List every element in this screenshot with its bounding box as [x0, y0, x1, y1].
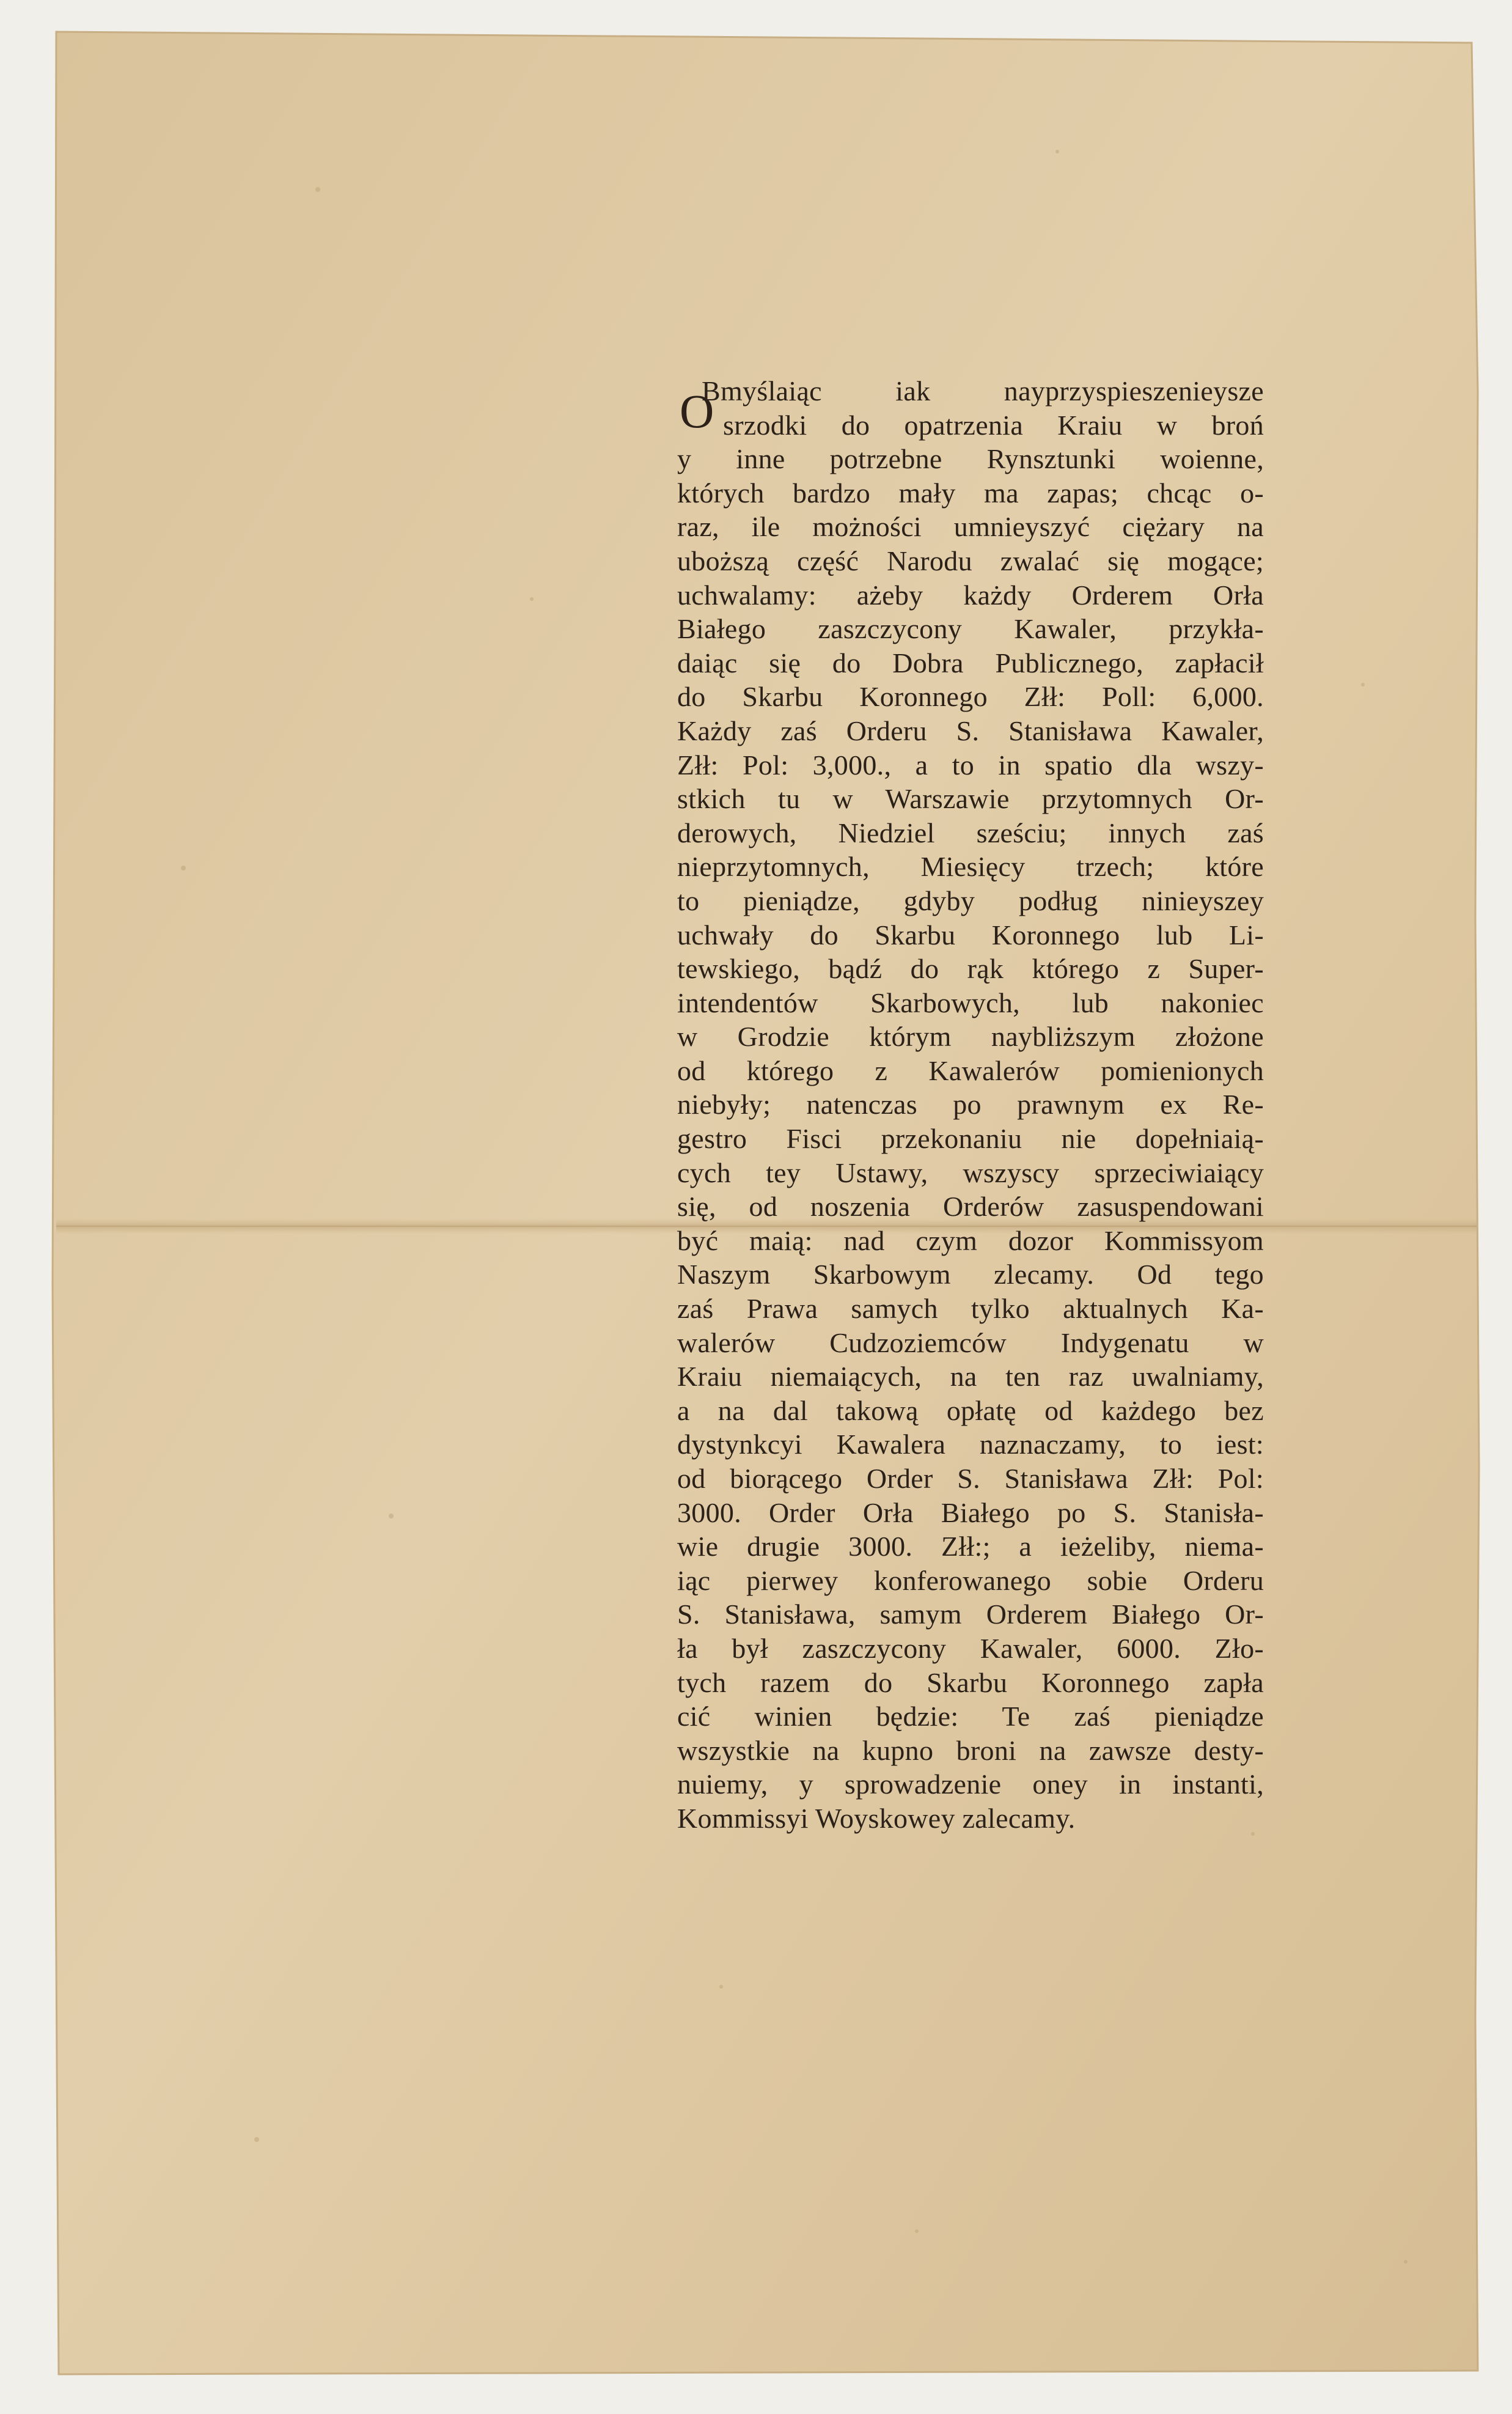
text-line: gestro Fisci przekonaniu nie dopełniaią-: [677, 1123, 1264, 1155]
text-line: się, od noszenia Orderów zasuspendowani: [677, 1191, 1264, 1223]
text-line: raz, ile możności umnieyszyć ciężary na: [677, 511, 1264, 543]
text-line: tewskiego, bądź do rąk którego z Super-: [677, 953, 1264, 985]
text-line: daiąc się do Dobra Publicznego, zapłacił: [677, 647, 1264, 679]
text-line: wszystkie na kupno broni na zawsze desty-: [677, 1734, 1264, 1766]
text-line: Bmyślaiąc iak nayprzyspieszenieysze: [702, 375, 1264, 407]
text-line: nieprzytomnych, Miesięcy trzech; które: [677, 851, 1264, 883]
text-line: wie drugie 3000. Złł:; a ieżeliby, niema-: [677, 1531, 1264, 1562]
text-line: od biorącego Order S. Stanisława Złł: Pol:: [677, 1463, 1264, 1494]
text-line: uchwały do Skarbu Koronnego lub Li-: [677, 919, 1264, 951]
text-line: stkich tu w Warszawie przytomnych Or-: [677, 783, 1264, 815]
text-line: cych tey Ustawy, wszyscy sprzeciwiaiący: [677, 1157, 1264, 1188]
text-line: to pieniądze, gdyby podług ninieyszey: [677, 885, 1264, 916]
text-line: iąc pierwey konferowanego sobie Orderu: [677, 1564, 1264, 1596]
text-line: niebyły; natenczas po prawnym ex Re-: [677, 1089, 1264, 1121]
text-line: od którego z Kawalerów pomienionych: [677, 1054, 1264, 1086]
text-line: których bardzo mały ma zapas; chcąc o-: [677, 477, 1264, 509]
text-line: a na dal takową opłatę od każdego bez: [677, 1394, 1264, 1426]
text-line: uboższą część Narodu zwalać się mogące;: [677, 545, 1264, 576]
text-line: srzodki do opatrzenia Kraiu w broń: [723, 409, 1264, 441]
text-line: Kraiu niemaiących, na ten raz uwalniamy,: [677, 1361, 1264, 1393]
text-line: zaś Prawa samych tylko aktualnych Ka-: [677, 1293, 1264, 1325]
text-line: być maią: nad czym dozor Kommissyom: [677, 1224, 1264, 1256]
text-line: intendentów Skarbowych, lub nakoniec: [677, 987, 1264, 1018]
text-line: Kommissyi Woyskowey zalecamy.: [677, 1802, 1076, 1834]
text-line: uchwalamy: ażeby każdy Orderem Orła: [677, 579, 1264, 611]
document-body-text: [677, 374, 1264, 1836]
text-line: y inne potrzebne Rynsztunki woienne,: [677, 443, 1264, 475]
text-line: Każdy zaś Orderu S. Stanisława Kawaler,: [677, 715, 1264, 746]
text-line: walerów Cudzoziemców Indygenatu w: [677, 1327, 1264, 1358]
text-line: Naszym Skarbowym zlecamy. Od tego: [677, 1259, 1264, 1290]
decorated-initial-letter: O: [680, 385, 714, 438]
text-line: w Grodzie którym naybliższym złożone: [677, 1021, 1264, 1053]
text-line: Złł: Pol: 3,000., a to in spatio dla wszy-: [677, 749, 1264, 781]
text-line: tych razem do Skarbu Koronnego zapła: [677, 1666, 1264, 1698]
text-line: derowych, Niedziel sześciu; innych zaś: [677, 817, 1264, 848]
text-line: nuiemy, y sprowadzenie oney in instanti,: [677, 1768, 1264, 1800]
text-line: ła był zaszczycony Kawaler, 6000. Zło-: [677, 1632, 1264, 1664]
text-line: do Skarbu Koronnego Złł: Poll: 6,000.: [677, 681, 1264, 713]
text-line: Białego zaszczycony Kawaler, przykła-: [677, 613, 1264, 645]
text-line: S. Stanisława, samym Orderem Białego Or-: [677, 1599, 1264, 1630]
text-line: 3000. Order Orła Białego po S. Stanisła-: [677, 1496, 1264, 1528]
text-line: cić winien będzie: Te zaś pieniądze: [677, 1701, 1264, 1732]
text-line: dystynkcyi Kawalera naznaczamy, to iest:: [677, 1429, 1264, 1460]
